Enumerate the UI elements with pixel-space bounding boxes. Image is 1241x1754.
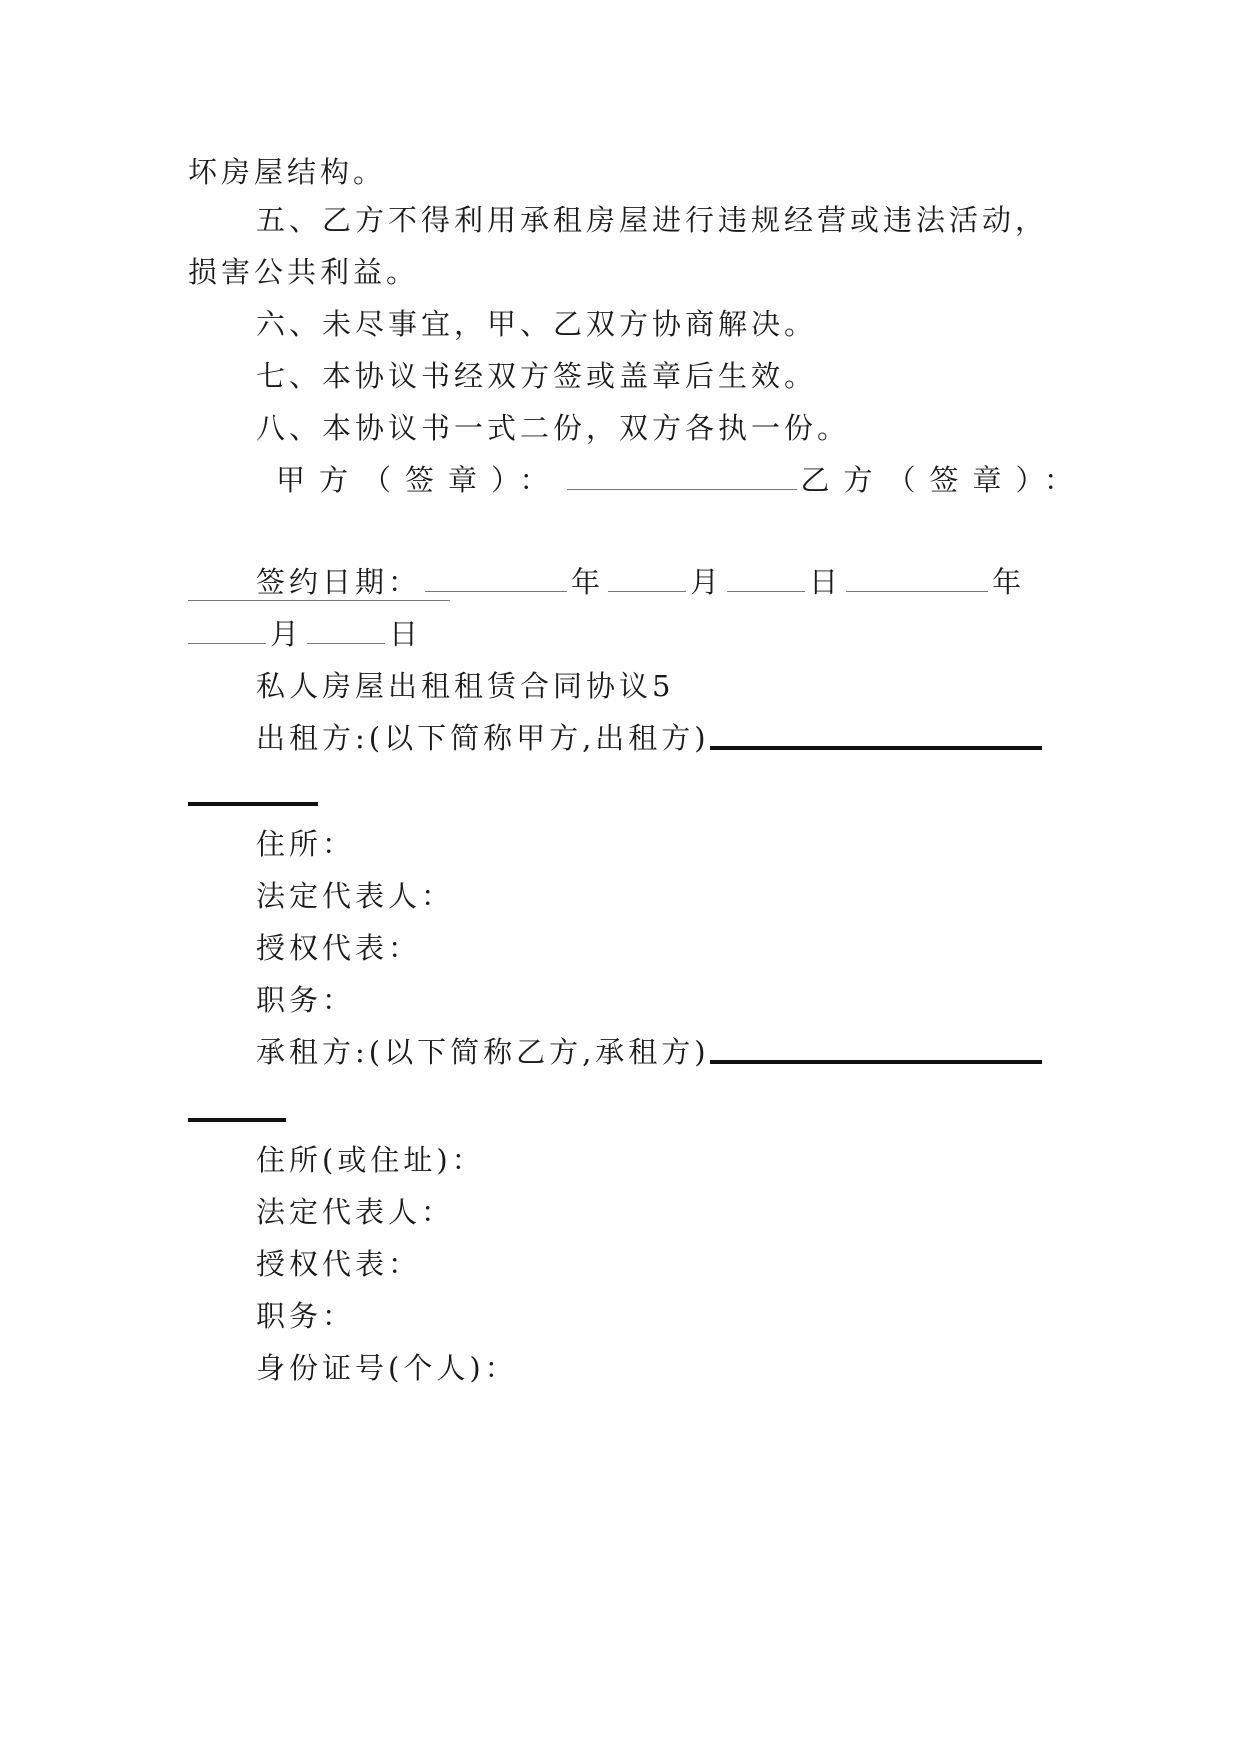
clause-5: 五、乙方不得利用承租房屋进行违规经营或违法活动， xyxy=(256,203,1049,237)
year-label-1: 年 xyxy=(571,565,605,599)
lessor-name-underline xyxy=(710,746,1042,750)
lessor-label: 出租方:(以下简称甲方,出租方) xyxy=(256,721,710,755)
month-label-1: 月 xyxy=(690,565,724,599)
month-blank-1 xyxy=(608,590,686,592)
day-label-1: 日 xyxy=(809,565,843,599)
lessor-address: 住所： xyxy=(256,827,356,861)
lessor-legal-representative: 法定代表人： xyxy=(256,879,455,913)
clause-8: 八、本协议书一式二份，双方各执一份。 xyxy=(256,411,851,445)
lessor-row xyxy=(256,718,1042,758)
lessee-authorized-representative: 授权代表： xyxy=(256,1247,422,1281)
day-blank-1 xyxy=(727,590,805,592)
month-blank-2 xyxy=(188,642,266,644)
lessor-position: 职务： xyxy=(256,983,356,1017)
day-blank-2 xyxy=(307,642,385,644)
signing-date-row xyxy=(256,562,1025,602)
contract-title: 私人房屋出租租赁合同协议5 xyxy=(256,669,675,703)
year-blank-2 xyxy=(846,590,988,592)
lessor-authorized-representative: 授权代表： xyxy=(256,931,422,965)
lessee-label: 承租方:(以下简称乙方,承租方) xyxy=(256,1035,710,1069)
signing-date-continuation xyxy=(188,614,422,654)
lessee-name-underline xyxy=(710,1060,1042,1064)
lessee-legal-representative: 法定代表人： xyxy=(256,1195,455,1229)
clause-4-continuation: 坏房屋结构。 xyxy=(188,155,387,189)
clause-6: 六、未尽事宜，甲、乙双方协商解决。 xyxy=(256,307,818,341)
lessee-address: 住所(或住址)： xyxy=(256,1143,485,1177)
party-a-signature-blank xyxy=(567,488,797,490)
year-blank-1 xyxy=(425,590,567,592)
lessee-row xyxy=(256,1032,1042,1072)
lessee-position: 职务： xyxy=(256,1299,356,1333)
lessee-name-underline-continued xyxy=(188,1118,286,1122)
party-b-signature-label: 乙方（签章）： xyxy=(800,463,1088,497)
month-label-2: 月 xyxy=(270,617,304,651)
party-a-signature-label: 甲方（签章）： xyxy=(276,463,563,497)
year-label-2: 年 xyxy=(992,565,1026,599)
day-label-2: 日 xyxy=(389,617,423,651)
signing-date-label: 签约日期： xyxy=(256,565,422,599)
lessor-name-underline-continued xyxy=(188,802,318,806)
clause-5-continuation: 损害公共利益。 xyxy=(188,255,420,289)
signature-row xyxy=(276,460,1087,500)
clause-7: 七、本协议书经双方签或盖章后生效。 xyxy=(256,359,818,393)
lessee-id-number: 身份证号(个人)： xyxy=(256,1351,518,1385)
